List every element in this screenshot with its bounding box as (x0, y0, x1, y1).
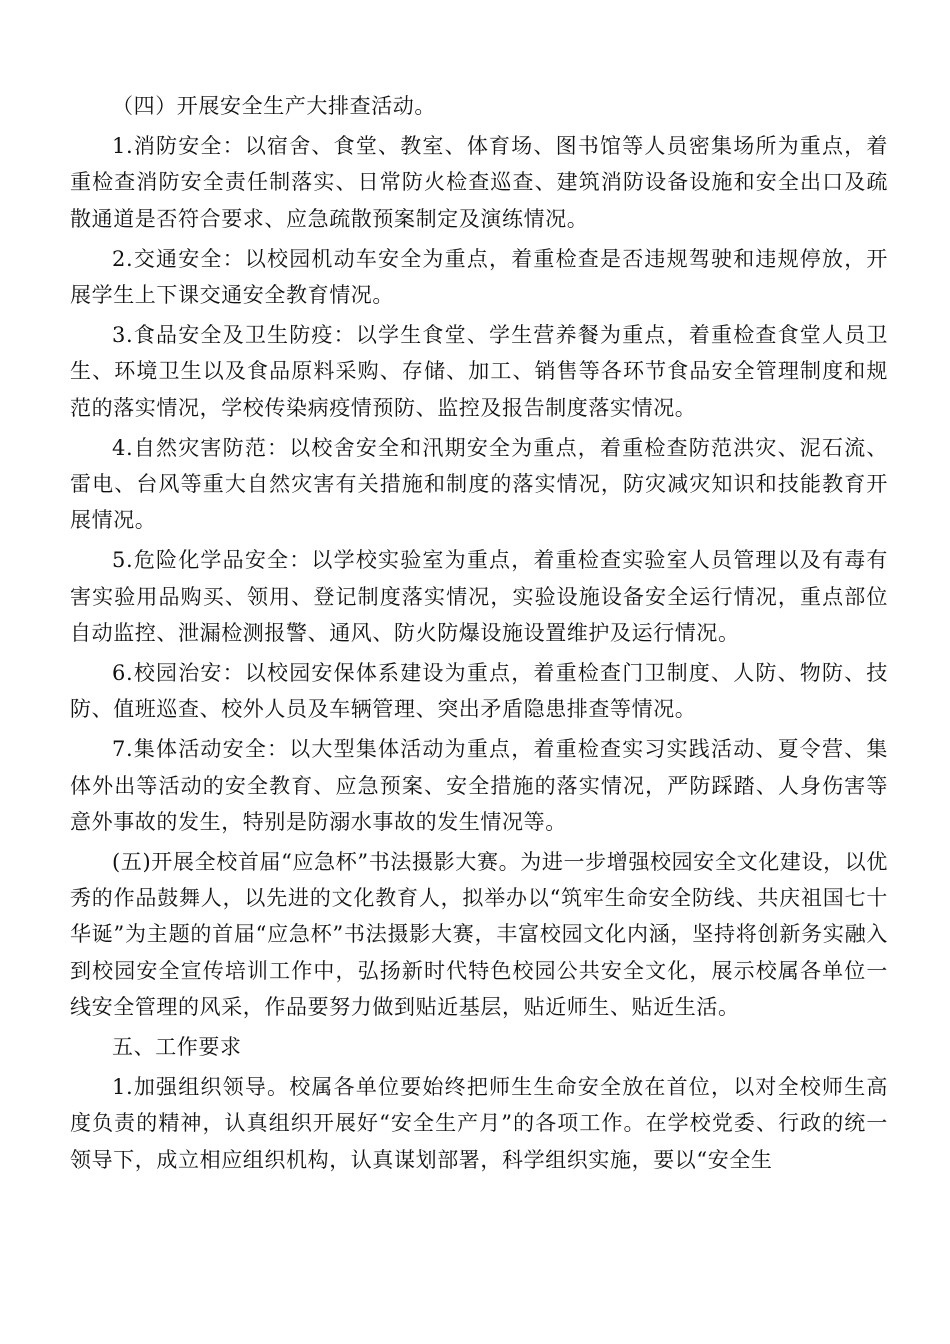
paragraph-campus-security: 6.校园治安：以校园安保体系建设为重点，着重检查门卫制度、人防、物防、技防、值班巡查、校外人员及车辆管理、突出矛盾隐患排查等情况。 (70, 661, 888, 722)
paragraph-natural-disaster: 4.自然灾害防范：以校舍安全和汛期安全为重点，着重检查防范洪灾、泥石流、雷电、台风等重大自然灾害有关措施和制度的落实情况，防灾减灾知识和技能教育开展情况。 (70, 435, 888, 533)
paragraph-group-activity: 7.集体活动安全：以大型集体活动为重点，着重检查实习实践活动、夏令营、集体外出等活动的安全教育、应急预案、安全措施的落实情况，严防踩踏、人身伤害等意外事故的发生，特别是防溺水事故的发生情况等。 (70, 737, 888, 834)
paragraph-section-5-contest: (五)开展全校首届“应急杯”书法摄影大赛。为进一步增强校园安全文化建设，以优秀的作品鼓舞人，以先进的文化教育人，拟举办以“筑牢生命安全防线、共庆祖国七十华诞”为主题的首届“应急杯”书法摄影大赛，丰富校园文化内涵，坚持将创新务实融入到校园安全宣传培训工作中，弘扬新时代特色校园公共安全文化，展示校属各单位一线安全管理的风采，作品要努力做到贴近基层，贴近师生、贴近生活。 (70, 850, 888, 1019)
heading-section-4: （四）开展安全生产大排查活动。 (112, 94, 436, 118)
document-body (70, 88, 888, 1182)
heading-work-requirements: 五、工作要求 (112, 1035, 242, 1060)
paragraph-hazardous-chemicals: 5.危险化学品安全：以学校实验室为重点，着重检查实验室人员管理以及有毒有害实验用品购买、领用、登记制度落实情况，实验设施设备安全运行情况，重点部位自动监控、泄漏检测报警、通风、防火防爆设施设置维护及运行情况。 (70, 548, 888, 645)
paragraph-fire-safety: 1.消防安全：以宿舍、食堂、教室、体育场、图书馆等人员密集场所为重点，着重检查消防安全责任制落实、日常防火检查巡查、建筑消防设备设施和安全出口及疏散通道是否符合要求、应急疏散预案制定及演练情况。 (70, 134, 888, 231)
paragraph-traffic-safety: 2.交通安全：以校园机动车安全为重点，着重检查是否违规驾驶和违规停放，开展学生上下课交通安全教育情况。 (70, 246, 888, 308)
paragraph-organization-leadership: 1.加强组织领导。校属各单位要始终把师生生命安全放在首位，以对全校师生高度负责的精神，认真组织开展好“安全生产月”的各项工作。在学校党委、行政的统一领导下，成立相应组织机构，认真谋划部署，科学组织实施，要以“安全生 (70, 1075, 888, 1172)
paragraph-food-safety: 3.食品安全及卫生防疫：以学生食堂、学生营养餐为重点，着重检查食堂人员卫生、环境卫生以及食品原料采购、存储、加工、销售等各环节食品安全管理制度和规范的落实情况，学校传染病疫情预防、监控及报告制度落实情况。 (70, 323, 888, 420)
